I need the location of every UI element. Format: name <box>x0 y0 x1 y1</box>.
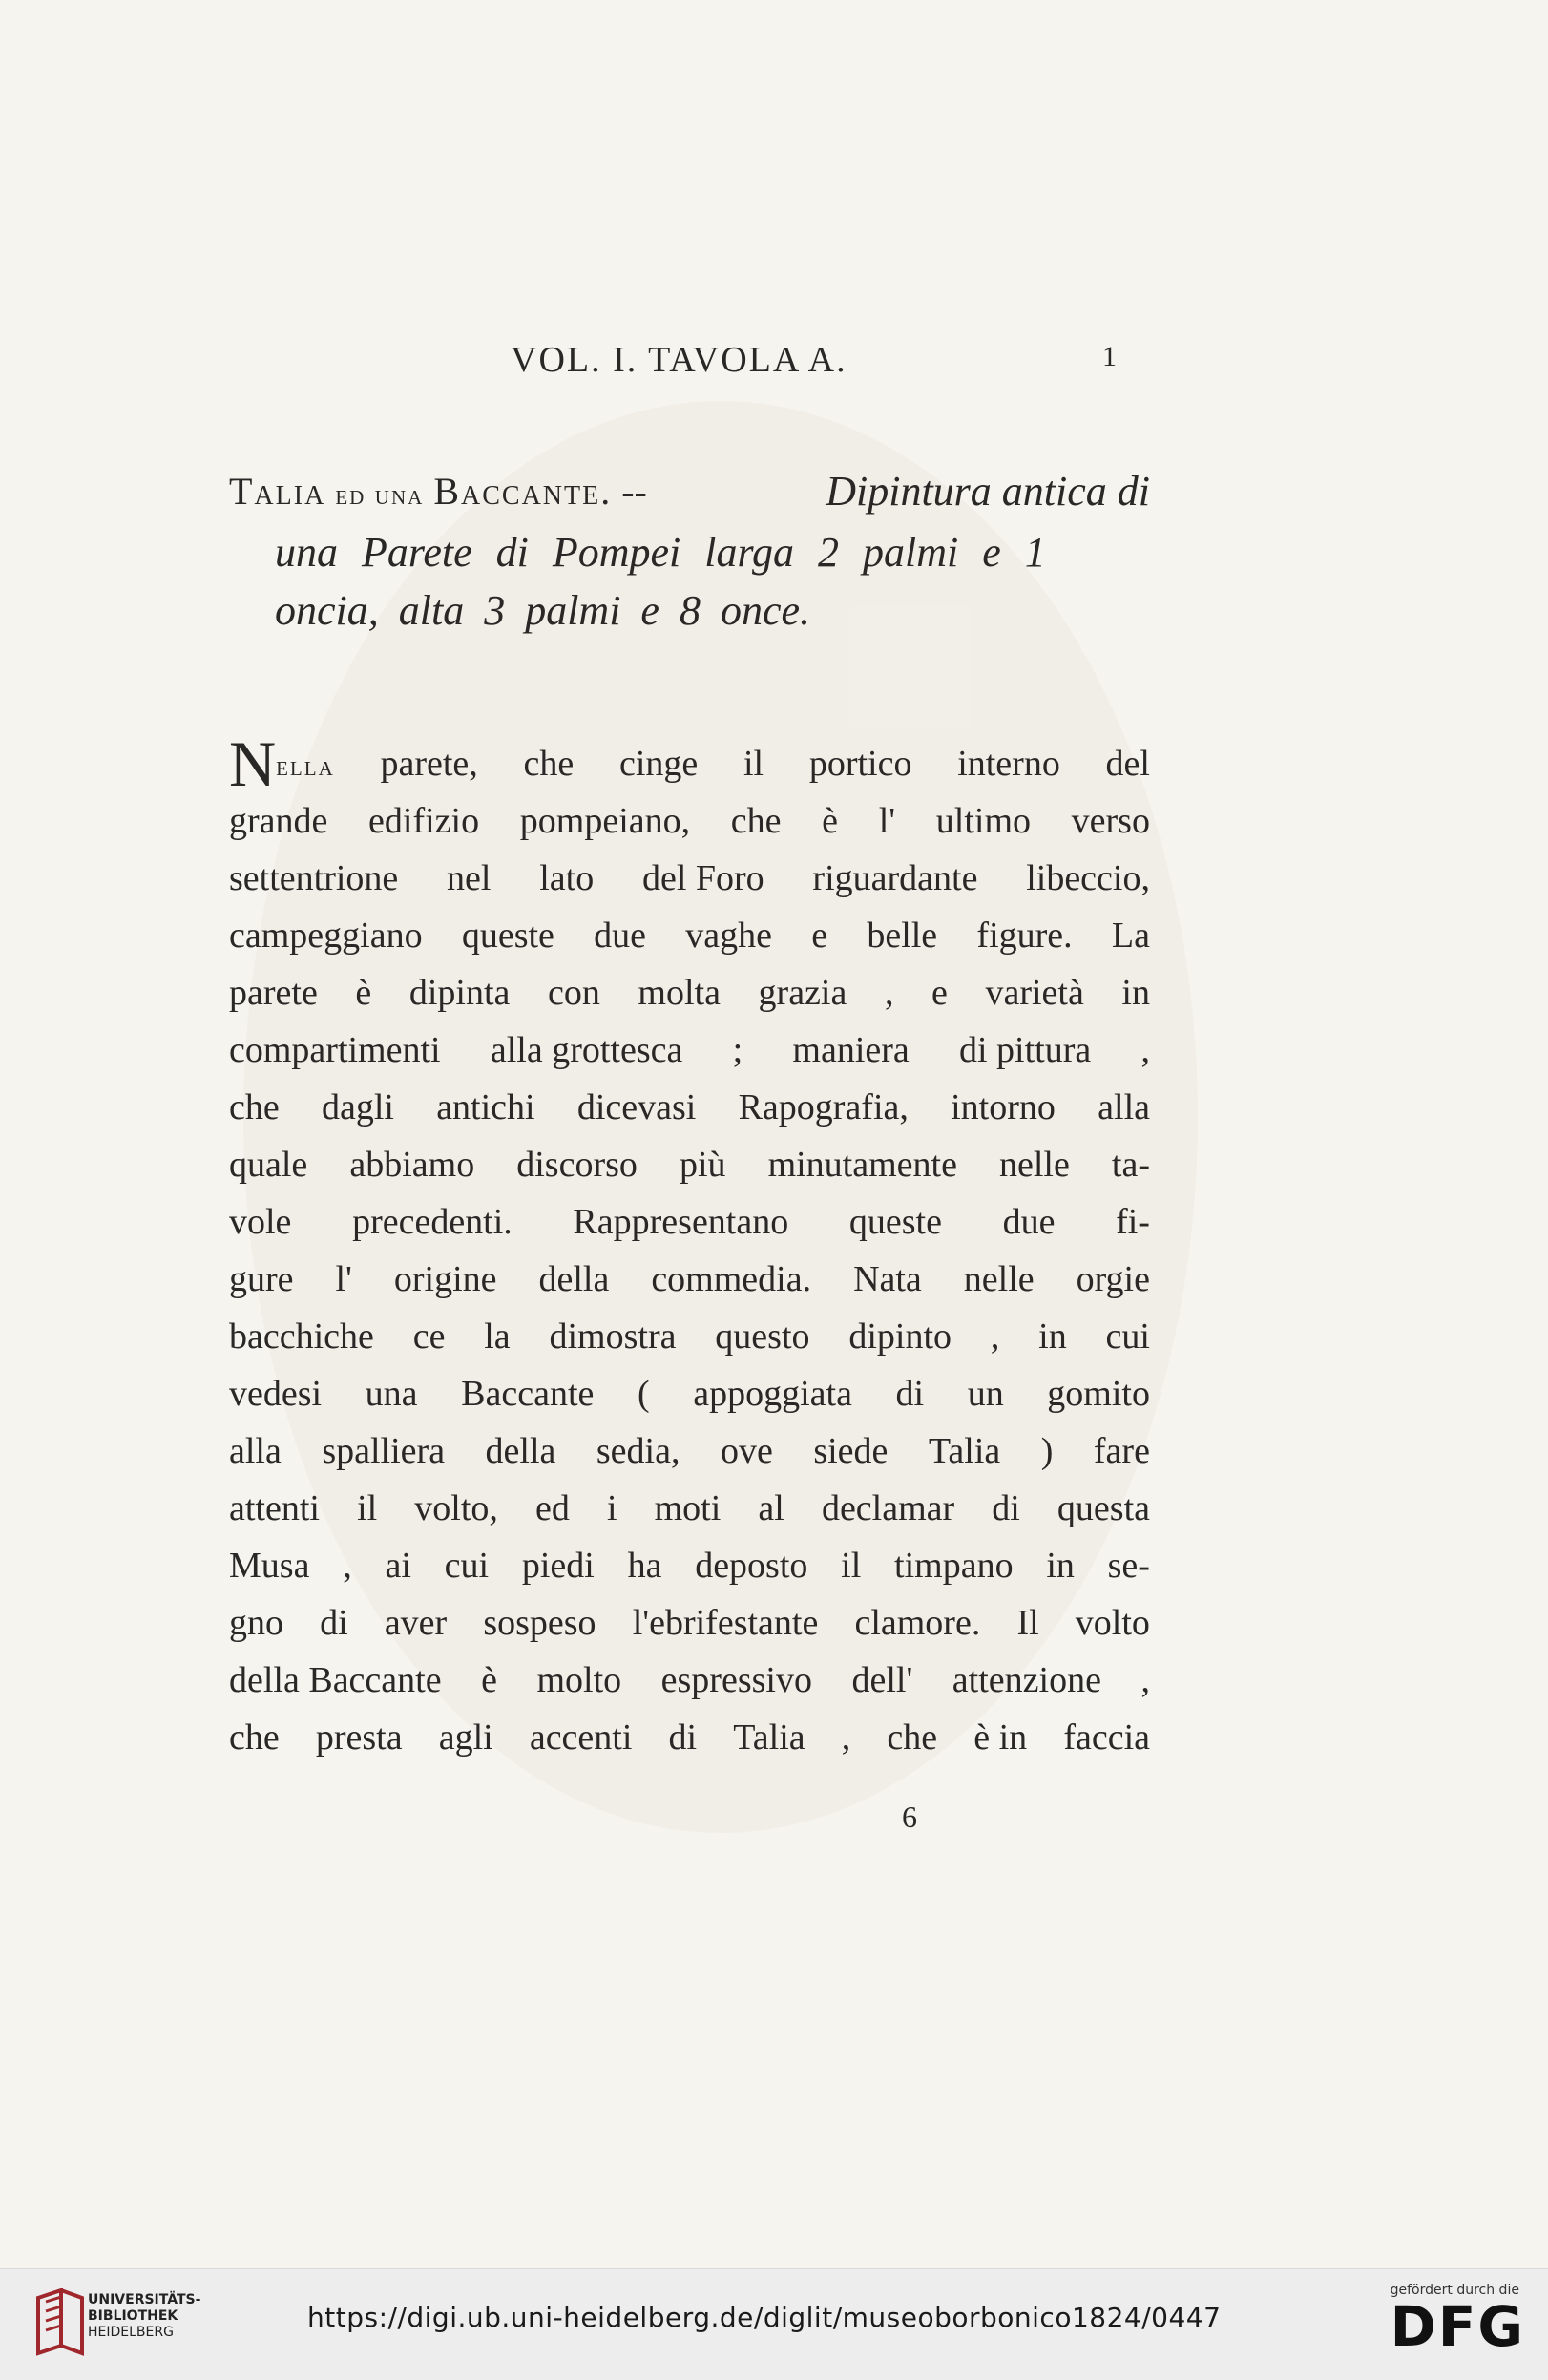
body-word: vedesi <box>229 1374 323 1414</box>
body-word: Nata <box>853 1259 922 1299</box>
body-word: moti <box>654 1488 722 1528</box>
body-word: campeggiano <box>229 916 423 956</box>
body-word: libeccio, <box>1026 858 1150 898</box>
body-word: ce <box>412 1316 446 1357</box>
body-word: pompeiano, <box>519 801 691 841</box>
title-caps-ed-una: ed una <box>335 479 425 511</box>
body-line <box>229 850 1150 907</box>
body-word: in <box>1121 973 1150 1013</box>
body-word: minutamente <box>767 1145 957 1185</box>
body-word: Musa <box>229 1546 310 1586</box>
body-line <box>229 1193 1150 1251</box>
body-word: compartimenti <box>229 1030 441 1070</box>
body-word: maniera <box>792 1030 910 1070</box>
body-word: molta <box>638 973 721 1013</box>
body-word: il <box>841 1546 862 1586</box>
body-word: dipinta <box>408 973 511 1013</box>
body-word: timpano <box>894 1546 1014 1586</box>
body-line <box>229 964 1150 1022</box>
body-word: e <box>931 973 948 1013</box>
body-word: fare <box>1093 1431 1150 1471</box>
running-head <box>511 339 1119 381</box>
body-word: dell' <box>851 1660 913 1700</box>
body-word: alla <box>229 1431 282 1471</box>
body-word: alla grottesca <box>490 1030 683 1070</box>
body-word: deposto <box>695 1546 808 1586</box>
body-word: discorso <box>516 1145 638 1185</box>
body-word: in <box>1038 1316 1067 1357</box>
dfg-logo: DFG <box>1390 2294 1525 2359</box>
body-word: che <box>229 1717 280 1758</box>
body-word: dagli <box>321 1087 394 1127</box>
body-word: dipinto <box>848 1316 952 1357</box>
body-line <box>229 1537 1150 1594</box>
body-word: gno <box>229 1603 283 1643</box>
body-word: precedenti. <box>352 1202 513 1242</box>
body-word: grazia <box>758 973 847 1013</box>
title-line-2 <box>229 524 1150 582</box>
body-word: del <box>1105 744 1150 784</box>
body-word: siede <box>813 1431 889 1471</box>
body-word: ove <box>720 1431 773 1471</box>
body-word: parete, <box>380 744 478 784</box>
title-line-1 <box>229 463 1150 524</box>
body-word: grande <box>229 801 328 841</box>
permalink-url[interactable]: https://digi.ub.uni-heidelberg.de/diglit/museoborbonico1824/0447 <box>307 2302 1222 2333</box>
body-word: di pittura <box>959 1030 1092 1070</box>
body-word: varietà <box>985 973 1084 1013</box>
body-word: Rappresentano <box>573 1202 789 1242</box>
body-line <box>229 727 1150 800</box>
body-word: , <box>1140 1660 1150 1700</box>
body-word: intorno <box>951 1087 1056 1127</box>
dropcap-letter: N <box>229 727 277 800</box>
body-word: sospeso <box>483 1603 596 1643</box>
body-word: ultimo <box>935 801 1031 841</box>
funder-credit <box>1390 2283 1525 2359</box>
body-line <box>229 1594 1150 1652</box>
body-word: i <box>606 1488 617 1528</box>
body-word: due <box>1002 1202 1056 1242</box>
body-word: antichi <box>436 1087 535 1127</box>
body-word: che <box>229 1087 280 1127</box>
body-word: se- <box>1107 1546 1150 1586</box>
body-word: riguardante <box>812 858 978 898</box>
body-word: un <box>967 1374 1004 1414</box>
body-word: dimostra <box>549 1316 677 1357</box>
title-italic-3: oncia, alta 3 palmi e 8 once. <box>275 587 811 634</box>
body-word: accenti <box>529 1717 633 1758</box>
plate-title <box>229 463 1150 641</box>
body-word: clamore. <box>854 1603 981 1643</box>
body-word: agli <box>438 1717 493 1758</box>
body-word: attenzione <box>952 1660 1101 1700</box>
body-word: Baccante <box>461 1374 595 1414</box>
body-line <box>229 1422 1150 1480</box>
body-line <box>229 792 1150 850</box>
library-name-line-3: HEIDELBERG <box>88 2325 174 2340</box>
body-word: di <box>320 1603 348 1643</box>
body-word: della <box>538 1259 610 1299</box>
body-word: ta- <box>1111 1145 1150 1185</box>
body-word: , <box>990 1316 1000 1357</box>
body-word: figure. <box>976 916 1073 956</box>
body-line <box>229 1136 1150 1193</box>
title-line-3 <box>229 582 1150 641</box>
body-word: portico <box>808 744 912 784</box>
body-word: è in <box>973 1717 1028 1758</box>
body-word: attenti <box>229 1488 320 1528</box>
body-word: due <box>594 916 647 956</box>
body-word: l'ebrifestante <box>632 1603 819 1643</box>
body-text <box>229 727 1150 1766</box>
body-word: spalliera <box>322 1431 446 1471</box>
body-word: molto <box>536 1660 622 1700</box>
body-word: abbiamo <box>349 1145 475 1185</box>
body-word: nelle <box>999 1145 1070 1185</box>
body-word: queste <box>461 916 554 956</box>
body-word: cui <box>1105 1316 1150 1357</box>
body-word: vaghe <box>685 916 772 956</box>
page-folio: 1 <box>1102 341 1119 372</box>
dropcap-rest: ella <box>276 750 335 782</box>
title-italic-2: una Parete di Pompei larga 2 palmi e 1 <box>275 529 1046 576</box>
library-logo-icon <box>32 2288 90 2359</box>
body-word: queste <box>848 1202 942 1242</box>
body-word: di <box>895 1374 925 1414</box>
body-word: cui <box>444 1546 490 1586</box>
body-word: fi- <box>1116 1202 1150 1242</box>
body-word: nel <box>447 858 492 898</box>
body-word: l' <box>335 1259 352 1299</box>
body-word: orgie <box>1076 1259 1150 1299</box>
body-word: lato <box>539 858 595 898</box>
body-word: dicevasi <box>576 1087 697 1127</box>
body-word: Talia <box>928 1431 1001 1471</box>
body-word: Rapografia, <box>738 1087 909 1127</box>
library-name-line-2: BIBLIOTHEK <box>88 2308 178 2324</box>
body-word: una <box>365 1374 418 1414</box>
body-line <box>229 907 1150 964</box>
body-word: il <box>357 1488 378 1528</box>
body-word: ai <box>385 1546 411 1586</box>
body-word: e <box>811 916 828 956</box>
body-word: faccia <box>1063 1717 1150 1758</box>
body-line <box>229 1308 1150 1365</box>
title-caps-baccante: Baccante. <box>433 470 613 513</box>
title-dash: -- <box>621 470 647 513</box>
body-word: la <box>484 1316 511 1357</box>
body-word: Talia <box>733 1717 805 1758</box>
body-word: appoggiata <box>693 1374 852 1414</box>
body-line <box>229 1480 1150 1537</box>
body-line <box>229 1365 1150 1422</box>
body-word: parete <box>229 973 318 1013</box>
body-word: ) <box>1040 1431 1054 1471</box>
body-word: espressivo <box>660 1660 812 1700</box>
body-word: piedi <box>521 1546 595 1586</box>
body-word: questa <box>1056 1488 1150 1528</box>
body-word: l' <box>878 801 896 841</box>
body-word: al <box>758 1488 784 1528</box>
body-line <box>229 1709 1150 1766</box>
body-line <box>229 1079 1150 1136</box>
body-word: aver <box>384 1603 448 1643</box>
body-word: declamar <box>821 1488 955 1528</box>
body-word: volto, <box>414 1488 498 1528</box>
body-word: è <box>355 973 372 1013</box>
body-word: nelle <box>963 1259 1035 1299</box>
body-word: settentrione <box>229 858 399 898</box>
body-word: sedia, <box>596 1431 680 1471</box>
body-word: in <box>1046 1546 1075 1586</box>
body-word: interno <box>957 744 1060 784</box>
body-word: di <box>992 1488 1020 1528</box>
body-word: volto <box>1075 1603 1150 1643</box>
body-word: gure <box>229 1259 294 1299</box>
body-word: della Baccante <box>229 1660 442 1700</box>
body-word: quale <box>229 1145 308 1185</box>
body-word: con <box>547 973 600 1013</box>
body-word: Il <box>1016 1603 1039 1643</box>
body-word: questo <box>715 1316 810 1357</box>
printer-signature: 6 <box>902 1800 917 1834</box>
library-name <box>88 2292 200 2341</box>
body-word: vole <box>229 1202 292 1242</box>
body-word: presta <box>315 1717 403 1758</box>
body-word: , <box>884 973 894 1013</box>
dropcap-word <box>229 727 335 800</box>
digitization-footer <box>0 2268 1548 2380</box>
body-word: ; <box>732 1030 743 1070</box>
body-word: commedia. <box>651 1259 812 1299</box>
body-line <box>229 1022 1150 1079</box>
body-word: La <box>1111 916 1150 956</box>
body-word: origine <box>393 1259 497 1299</box>
body-word: bacchiche <box>229 1316 374 1357</box>
body-word: , <box>841 1717 851 1758</box>
body-line <box>229 1652 1150 1709</box>
body-word: , <box>343 1546 352 1586</box>
body-word: che <box>523 744 575 784</box>
body-word: il <box>743 744 764 784</box>
body-word: ed <box>535 1488 570 1528</box>
body-word: più <box>679 1145 726 1185</box>
running-head-text: VOL. I. TAVOLA A. <box>511 340 847 380</box>
body-word: di <box>668 1717 698 1758</box>
body-word: gomito <box>1047 1374 1150 1414</box>
body-word: ha <box>627 1546 662 1586</box>
body-word: ( <box>637 1374 650 1414</box>
title-caps-talia: Talia <box>229 470 326 513</box>
title-italic-1: Dipintura antica di <box>826 468 1150 515</box>
body-word: cinge <box>618 744 699 784</box>
body-word: belle <box>867 916 938 956</box>
body-word: del Foro <box>641 858 764 898</box>
body-word: alla <box>1098 1087 1150 1127</box>
body-word: verso <box>1071 801 1150 841</box>
library-name-line-1: UNIVERSITÄTS- <box>88 2292 201 2307</box>
body-word: edifizio <box>368 801 480 841</box>
body-word: è <box>481 1660 497 1700</box>
body-word: , <box>1140 1030 1150 1070</box>
funded-by-label: gefördert durch die <box>1390 2283 1519 2298</box>
body-line <box>229 1251 1150 1308</box>
body-word: che <box>887 1717 938 1758</box>
body-word: è <box>822 801 839 841</box>
body-word: della <box>485 1431 556 1471</box>
body-word: che <box>730 801 782 841</box>
